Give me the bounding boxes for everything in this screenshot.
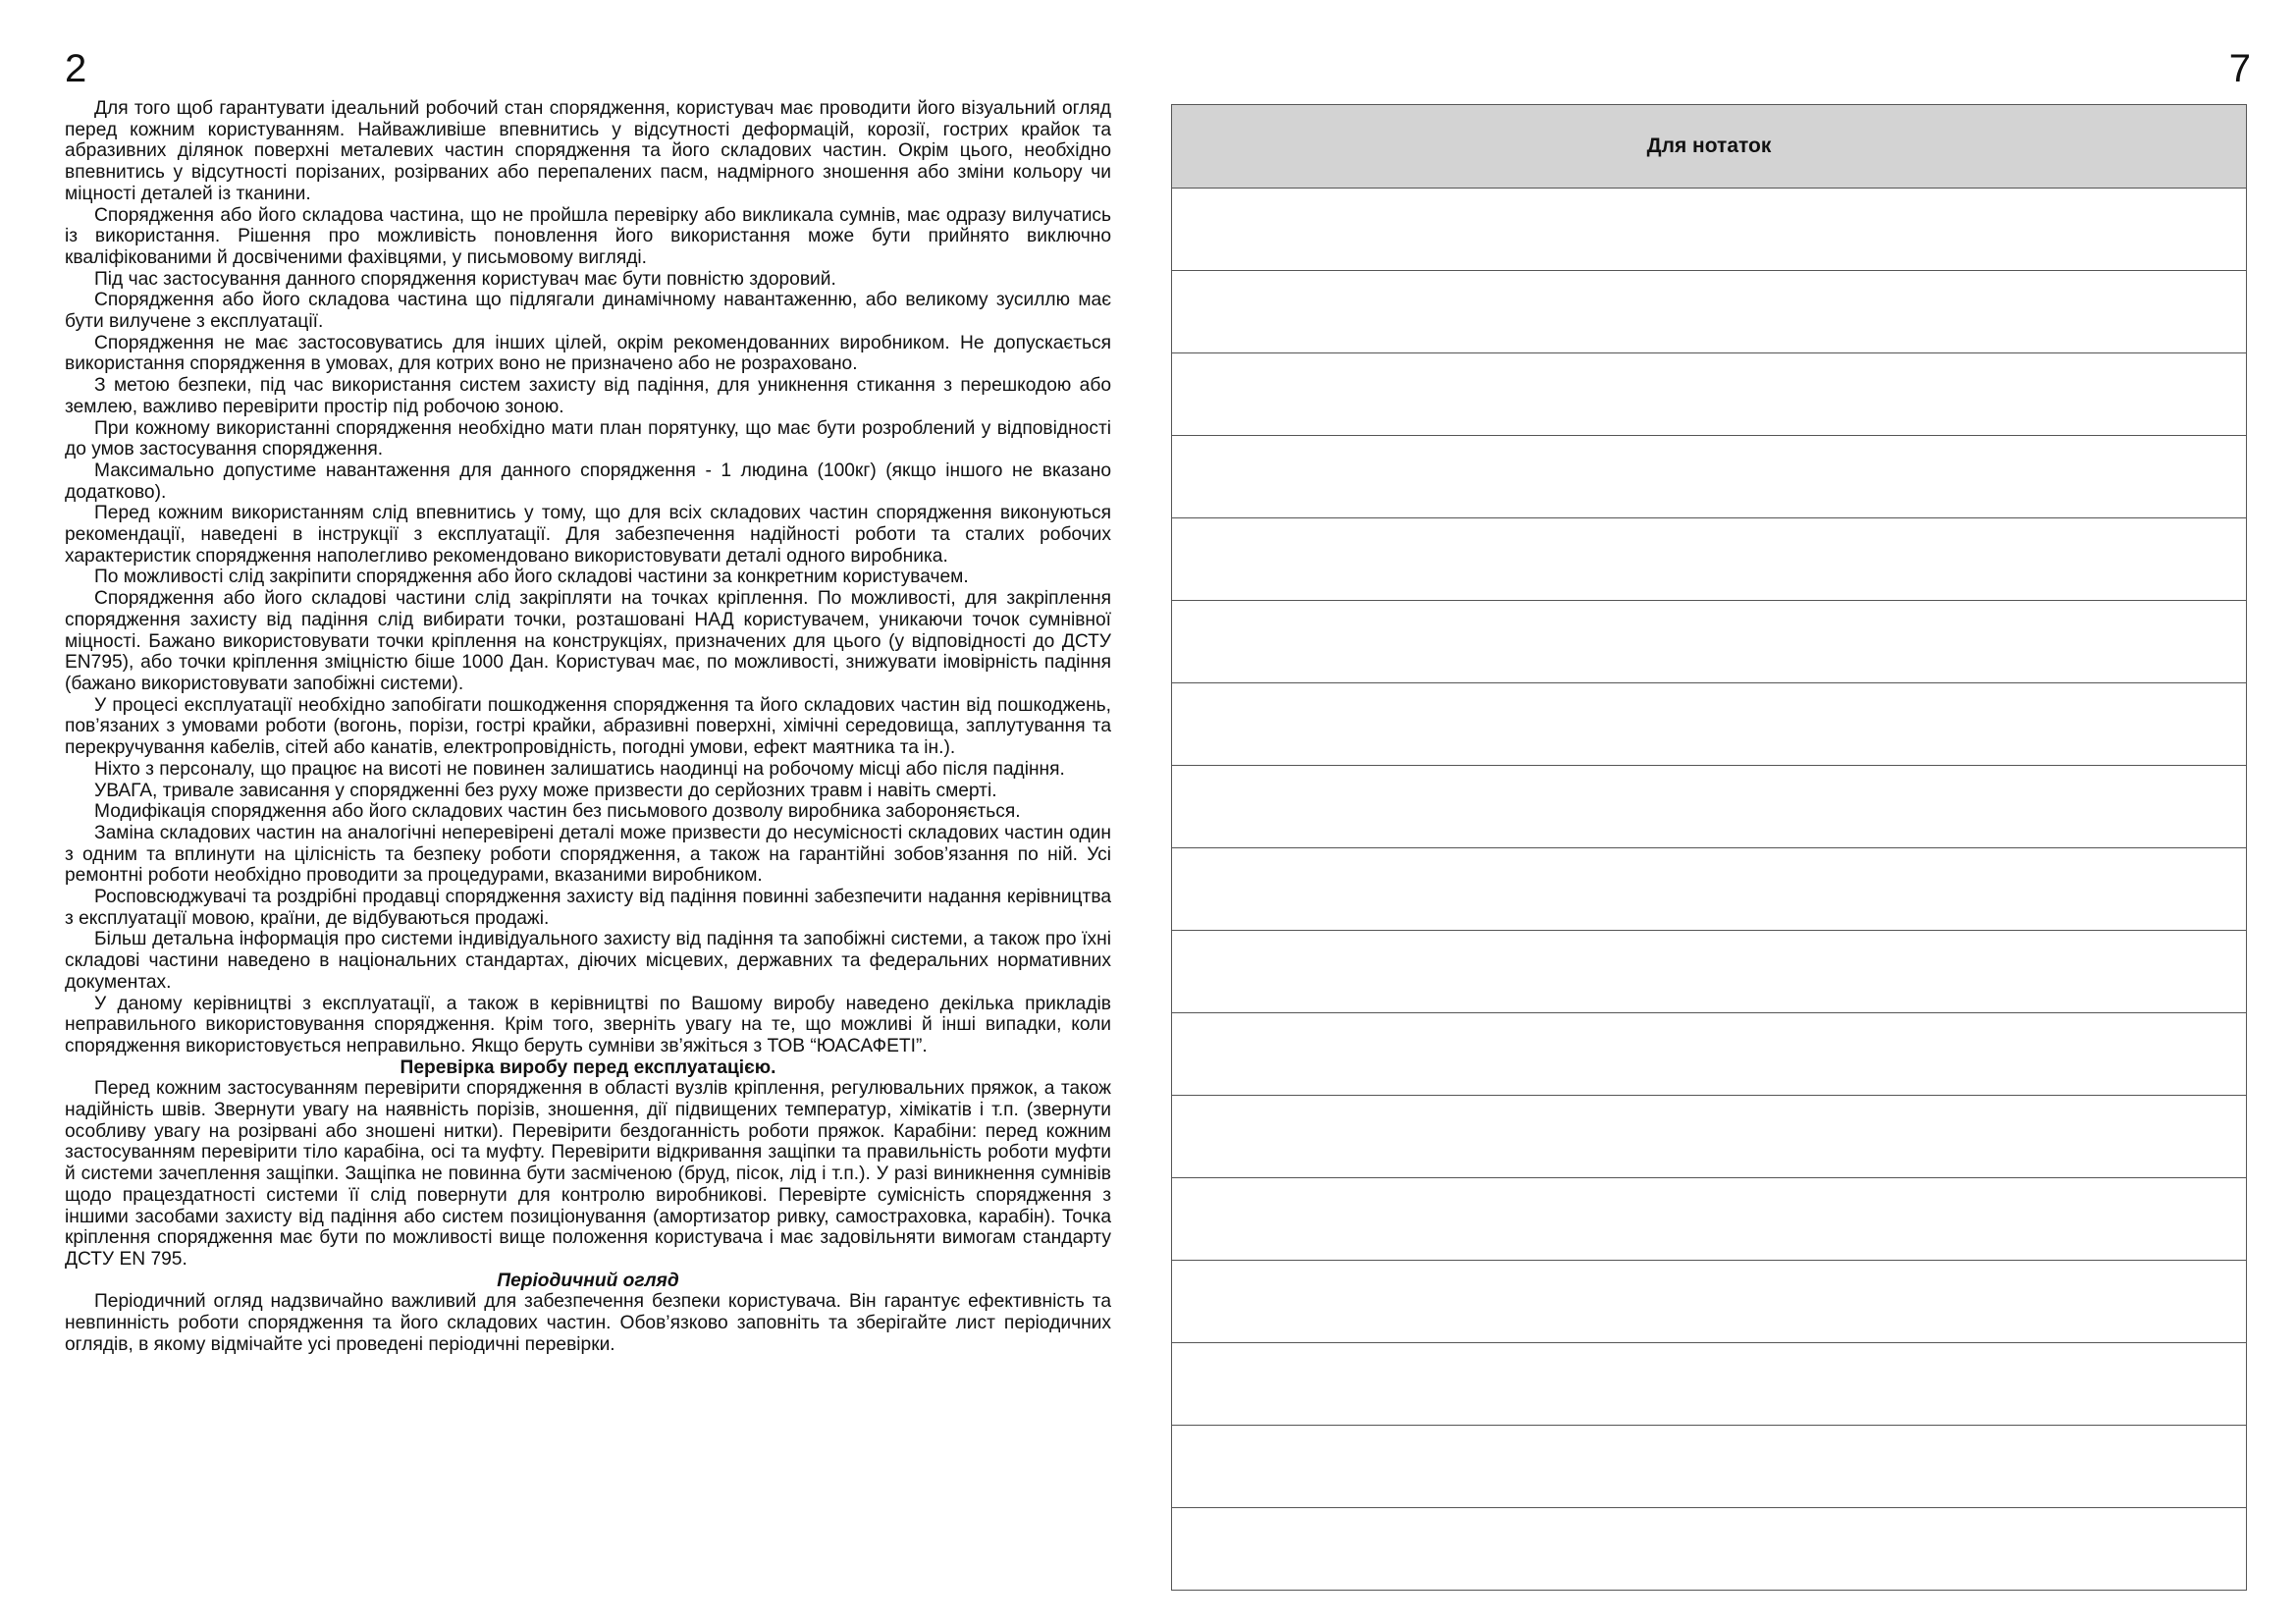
paragraph: У процесі експлуатації необхідно запобігати пошкодження спорядження та його складових частин від пошкоджень, пов’язаних з умовами роботи (вогонь, порізи, гострі крайки, абразивні поверхні, хімічні середовища, заплутування та перекручування кабелів, сітей або канатів, електропровідність, погодні умови, ефект маятника та ін.). bbox=[65, 694, 1111, 759]
notes-header-row bbox=[1172, 105, 2247, 189]
paragraph: Під час застосування данного спорядження користувач має бути повністю здоровий. bbox=[94, 268, 836, 290]
paragraph: У даному керівництві з експлуатації, а також в керівництві по Вашому виробу наведено декілька прикладів неправильного використовування спорядження. Крім того, зверніть увагу на те, що можливі й інші випадки, коли спорядження використовується неправильно. Якщо беруть сумніви зв’яжіться з ТОВ “ЮАСАФЕТІ”. bbox=[65, 993, 1111, 1056]
notes-row bbox=[1172, 1508, 2247, 1591]
notes-cell[interactable] bbox=[1172, 1343, 2247, 1426]
notes-row bbox=[1172, 601, 2247, 683]
notes-table bbox=[1171, 104, 2247, 1591]
notes-cell[interactable] bbox=[1172, 1096, 2247, 1178]
paragraph: Роcповсюджувачі та роздрібні продавці спорядження захисту від падіння повинні забезпечити надання керівництва з експлуатації мовою, країни, де відбуваються продажі. bbox=[65, 887, 1111, 929]
page-number-left: 2 bbox=[65, 47, 87, 90]
section-heading: Періодичний огляд bbox=[497, 1270, 679, 1291]
instructions-text-column bbox=[65, 98, 1111, 1591]
notes-cell[interactable] bbox=[1172, 271, 2247, 353]
paragraph: Для того щоб гарантувати ідеальний робочий стан спорядження, користувач має проводити його візуальний огляд перед кожним користуванням. Найважливіше впевнитись у відсутності деформацій, корозії, гострих крайок та абразивних ділянок поверхні металевих частин спорядження та його складових частин. Окрім цього, необхідно впевнитись у відсутності порізаних, розірваних або перепалених пасм, надмірного зношення або зміни кольору чи міцності деталей із тканини. bbox=[65, 98, 1111, 204]
notes-row bbox=[1172, 1013, 2247, 1096]
notes-row bbox=[1172, 1096, 2247, 1178]
notes-cell[interactable] bbox=[1172, 683, 2247, 766]
notes-row bbox=[1172, 1426, 2247, 1508]
notes-header: Для нотаток bbox=[1172, 105, 2247, 189]
paragraph: По можливості слід закріпити спорядження або його складові частини за конкретним користувачем. bbox=[94, 567, 969, 588]
notes-row bbox=[1172, 518, 2247, 601]
notes-row bbox=[1172, 848, 2247, 931]
notes-cell[interactable] bbox=[1172, 353, 2247, 436]
notes-cell[interactable] bbox=[1172, 1178, 2247, 1261]
notes-row bbox=[1172, 436, 2247, 518]
notes-cell[interactable] bbox=[1172, 601, 2247, 683]
notes-cell[interactable] bbox=[1172, 1013, 2247, 1096]
notes-cell[interactable] bbox=[1172, 931, 2247, 1013]
notes-cell[interactable] bbox=[1172, 848, 2247, 931]
notes-row bbox=[1172, 353, 2247, 436]
notes-cell[interactable] bbox=[1172, 766, 2247, 848]
notes-row bbox=[1172, 271, 2247, 353]
paragraph: Спорядження не має застосовуватись для інших цілей, окрім рекомендованних виробником. Не допускається використання спорядження в умовах, для котрих воно не призначено або не розраховано. bbox=[65, 332, 1111, 375]
paragraph: Спорядження або його складова частина, що не пройшла перевірку або викликала сумнів, має одразу вилучатись із використання. Рішення про можливість поновлення його використання може бути прийнято виключно кваліфікованими й досвіченими фахівцями, у письмовому вигляді. bbox=[65, 204, 1111, 268]
paragraph: Максимально допустиме навантаження для данного спорядження - 1 людина (100кг) (якщо іншого не вказано додатково). bbox=[65, 460, 1111, 503]
paragraph: При кожному використанні спорядження необхідно мати план порятунку, що має бути розроблений у відповідності до умов застосування спорядження. bbox=[65, 417, 1111, 460]
notes-row bbox=[1172, 766, 2247, 848]
paragraph: Перед кожним застосуванням перевірити спорядження в області вузлів кріплення, регулювальних пряжок, а також надійність швів. Звернути увагу на наявність порізів, зношення, дії підвищених температур, хімікатів і т.п. (звернути особливу увагу на розірвані або зношені нитки). Перевірити бездоганність роботи пряжок. Карабіни: перед кожним застосуванням перевірити тіло карабіна, осі та муфту. Перевірити відкривання защіпки та правильність роботи муфти й системи зачеплення защіпки. Защіпка не повинна бути засміченою (бруд, пісок, лід і т.п.). У разі виникнення сумнівів щодо працездатності системи її слід повернути для контролю виробникові. Перевірте сумісність спорядження з іншими засобами захисту від падіння або систем позиціонування (амортизатор ривку, самостраховка, карабін). Точка кріплення спорядження має бути по можливості вище положення користувача і має задовільняти вимогам стандарту ДСТУ EN 795. bbox=[65, 1078, 1111, 1270]
paragraph: Перед кожним використанням слід впевнитись у тому, що для всіх складових частин спорядження виконуються рекомендації, наведені в інструкції з експлуатації. Для забезпечення надійності роботи та сталих робочих характеристик спорядження наполегливо рекомендовано використовувати деталі одного виробника. bbox=[65, 503, 1111, 567]
paragraph: УВАГА, тривале зависання у спорядженні без руху може призвести до серйозних травм і навіть смерті. bbox=[94, 780, 997, 801]
notes-cell[interactable] bbox=[1172, 189, 2247, 271]
page-number-right: 7 bbox=[2228, 47, 2251, 90]
notes-cell[interactable] bbox=[1172, 518, 2247, 601]
section-heading: Перевірка виробу перед експлуатацією. bbox=[400, 1056, 776, 1078]
paragraph: Ніхто з персоналу, що працює на висоті не повинен залишатись наодинці на робочому місці або після падіння. bbox=[94, 758, 1065, 780]
notes-row bbox=[1172, 931, 2247, 1013]
notes-body bbox=[1172, 189, 2247, 1591]
paragraph: Періодичний огляд надзвичайно важливий для забезпечення безпеки користувача. Він гарантує ефективність та невпинність роботи спорядження та його складових частин. Обов’язково заповніть та зберігайте лист періодичних оглядів, в якому відмічайте усі проведені періодичні перевірки. bbox=[65, 1291, 1111, 1355]
notes-row bbox=[1172, 1261, 2247, 1343]
paragraph: Спорядження або його складові частини слід закріпляти на точках кріплення. По можливості, для закріплення спорядження захисту від падіння слід вибирати точки, розташовані НАД користувачем, уникаючи точок сумнівної міцності. Бажано використовувати точки кріплення на конструкціях, призначених для цього (у відповідності до ДСТУ EN795), або точки кріплення зміцністю біше 1000 Дан. Користувач має, по можливості, знижувати імовірність падіння (бажано використовувати запобіжні системи). bbox=[65, 588, 1111, 694]
notes-cell[interactable] bbox=[1172, 436, 2247, 518]
notes-row bbox=[1172, 683, 2247, 766]
notes-row bbox=[1172, 189, 2247, 271]
paragraph: Модифікація спорядження або його складових частин без письмового дозволу виробника забороняється. bbox=[94, 801, 1021, 823]
paragraph: Більш детальна інформація про системи індивідуального захисту від падіння та запобіжні системи, а також про їхні складові частини наведено в національних стандартах, діючих місцевих, державних та федеральних нормативних документах. bbox=[65, 929, 1111, 993]
notes-row bbox=[1172, 1343, 2247, 1426]
notes-cell[interactable] bbox=[1172, 1261, 2247, 1343]
paragraph: Спорядження або його складова частина що підлягали динамічному навантаженню, або великому зусиллю має бути вилучене з експлуатації. bbox=[65, 290, 1111, 333]
paragraph: З метою безпеки, під час використання систем захисту від падіння, для уникнення стикання з перешкодою або землею, важливо перевірити простір під робочою зоною. bbox=[65, 375, 1111, 417]
notes-row bbox=[1172, 1178, 2247, 1261]
notes-cell[interactable] bbox=[1172, 1426, 2247, 1508]
paragraph: Заміна складових частин на аналогічні неперевірені деталі може призвести до несумісності складових частин один з одним та вплинути на цілісність та безпеку роботи спорядження, а також на гарантійні зобов’язання по ній. Усі ремонтні роботи необхідно проводити за процедурами, вказаними виробником. bbox=[65, 822, 1111, 887]
notes-cell[interactable] bbox=[1172, 1508, 2247, 1591]
